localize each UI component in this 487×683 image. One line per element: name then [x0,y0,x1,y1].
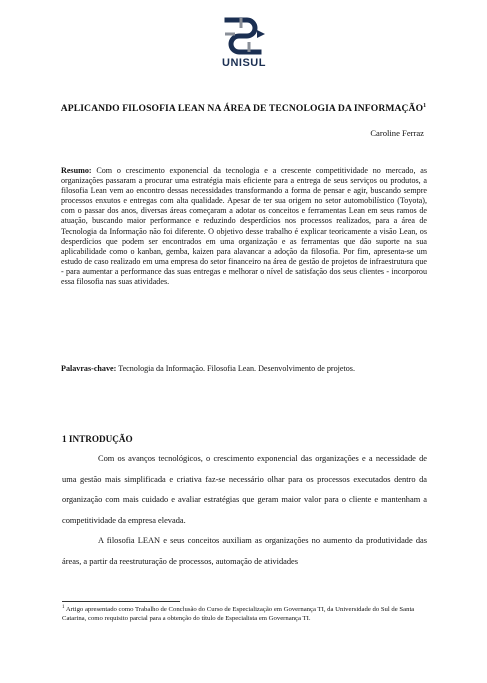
footnote-divider [62,601,180,602]
abstract-text: Com o crescimento exponencial da tecnologia e a crescente competitividade no mercado, as organizações passaram a procurar uma estratégia mais eficiente para a entrega de seus serviços ou produtos, a filosofia Lean vem ao encontro dessas necessidades transformando a forma de pensar e agir, buscando sempre processos enxutos e entregas com alta qualidade. Apesar de ter sua origem no setor automobilístico (Toyota), com o passar dos anos, diversas áreas começaram a adotar os conceitos e ferramentas Lean em seus ramos de atuação, buscando maior performance e reduzindo desperdícios nos processos realizados, para a área de Tecnologia da Informação não foi diferente. O objetivo desse trabalho é explicar teoricamente a visão Lean, os desperdícios que podem ser encontrados em uma organização e as ferramentas que dão suporte na sua aplicabilidade como o kanban, gemba, kaizen para alavancar a adoção da filosofia. Por fim, apresenta-se um estudo de caso realizado em uma empresa do setor financeiro na área de gestão de projetos de infraestrutura que - para aumentar a performance das suas entregas e melhorar o nível de satisfação dos seus clientes - incorporou essa filosofia nas suas atividades. [61,166,427,287]
footnote [62,604,427,623]
body-paragraph: A filosofia LEAN e seus conceitos auxiliam as organizações no aumento da produtividade das áreas, a partir da reestruturação de processos, automação de atividades [62,536,427,566]
logo-text: UNISUL [222,57,266,69]
section-body [62,449,427,572]
footnote-text: Artigo apresentado como Trabalho de Conclusão do Curso de Especialização em Governança TI, da Universidade do Sul de Santa Catarina, como requisito parcial para a obtenção do título de Especialista em Governança TI. [62,606,415,622]
keywords-text: Tecnologia da Informação. Filosofia Lean. Desenvolvimento de projetos. [118,364,355,373]
footnote-marker: 1 [62,605,65,610]
author-name: Caroline Ferraz [370,128,424,138]
article-title-text: APLICANDO FILOSOFIA LEAN NA ÁREA DE TECNOLOGIA DA INFORMAÇÃO [60,103,424,115]
university-logo [213,14,275,74]
abstract-label: Resumo: [61,166,92,175]
article-title [60,101,427,115]
keywords [61,364,427,374]
abstract [61,166,427,287]
keywords-label: Palavras-chave: [61,364,117,373]
body-paragraph: Com os avanços tecnológicos, o crescimento exponencial das organizações e a necessidade de uma gestão mais simplificada e criativa faz-se necessário olhar para os processos executados dentro da organização com mais cuidado e avaliar estratégias que geram maior valor para o cliente e mantenham a competitividade da empresa elevada. [62,454,427,525]
unisul-emblem-icon [213,14,275,56]
title-footnote-marker: 1 [423,103,427,109]
section-heading: 1 INTRODUÇÃO [62,434,133,444]
